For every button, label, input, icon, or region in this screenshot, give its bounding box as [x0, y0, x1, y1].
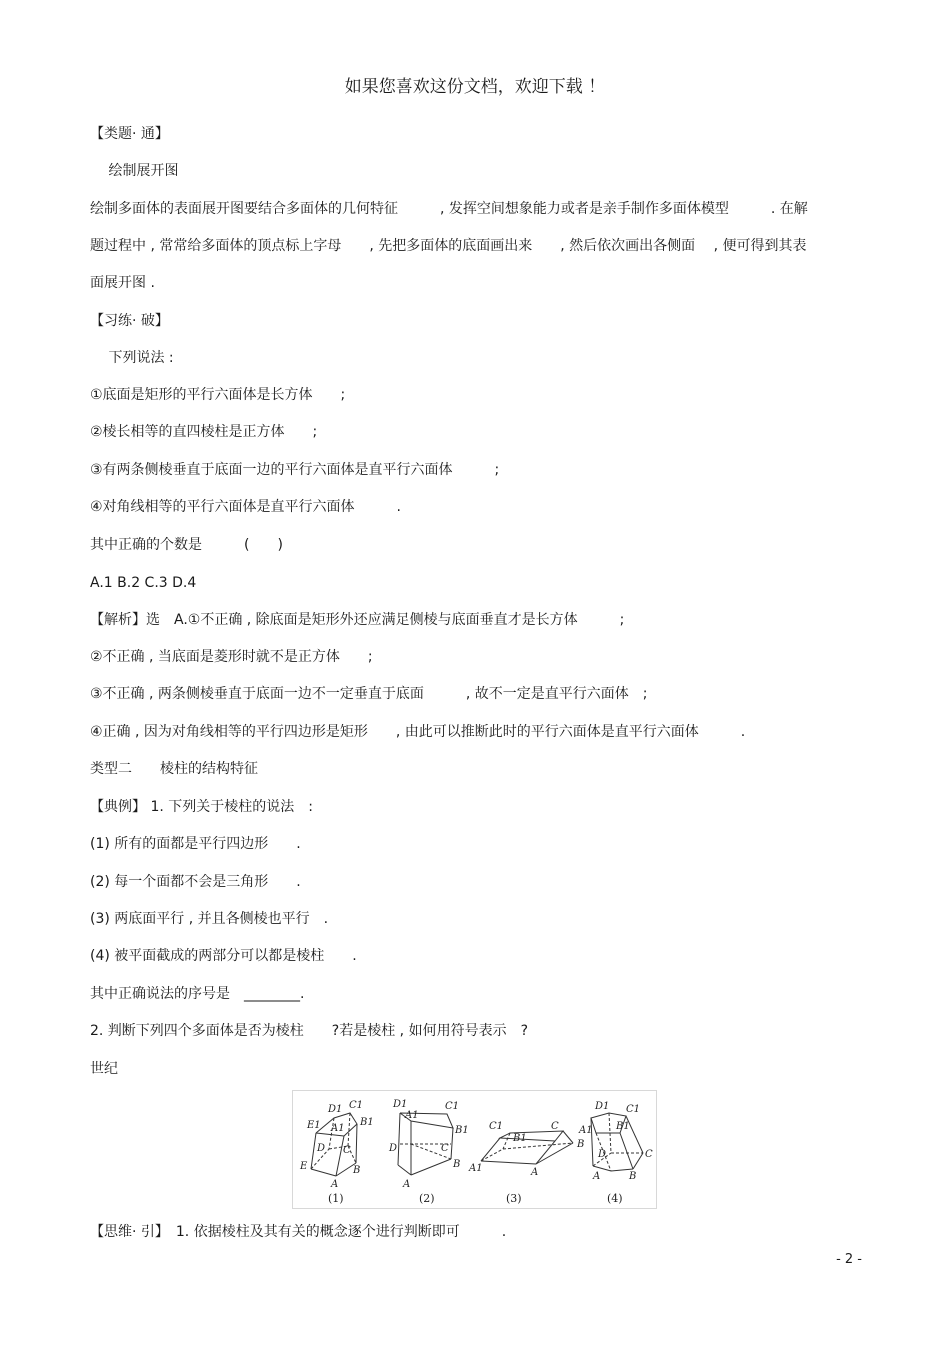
analysis-line: ④正确 , 因为对角线相等的平行四边形是矩形 , 由此可以推断此时的平行六面体是直平行六面体 . — [90, 724, 746, 740]
fig1-label: E — [300, 1161, 308, 1172]
fig4-label: B — [629, 1171, 637, 1182]
fig3-label: C1 — [489, 1121, 504, 1132]
section-heading: 类型二 棱柱的结构特征 — [90, 761, 258, 777]
fig1-label: D1 — [328, 1104, 343, 1115]
example-item: (2) 每一个面都不会是三角形 . — [90, 874, 301, 890]
section-label-practice: 【类题· 通】 — [90, 126, 169, 142]
statement-item: ③有两条侧棱垂直于底面一边的平行六面体是直平行六面体 ; — [90, 462, 500, 478]
paragraph-line: 绘制多面体的表面展开图要结合多面体的几何特征 , 发挥空间想象能力或者是亲手制作多面体模型 . 在解 — [90, 201, 808, 217]
question-prompt: 其中正确的个数是 ( ) — [90, 537, 283, 553]
analysis-line: 【解析】选 A.①不正确 , 除底面是矩形外还应满足侧棱与底面垂直才是长方体 ; — [90, 612, 625, 628]
paragraph-line: 题过程中 , 常常给多面体的顶点标上字母 , 先把多面体的底面画出来 , 然后依次画出各侧面 , 便可得到其表 — [90, 238, 807, 254]
example-stem: 【典例】 1. 下列关于棱柱的说法 : — [90, 799, 313, 815]
fig3-label: B1 — [513, 1133, 527, 1144]
fig3-label: A — [531, 1167, 539, 1178]
fig4-label: B1 — [616, 1121, 630, 1132]
fig1-label: C — [343, 1145, 351, 1156]
polyhedra-diagram — [293, 1091, 656, 1208]
answer-choices: A.1 B.2 C.3 D.4 — [90, 575, 197, 591]
fig3-caption: (3) — [506, 1192, 522, 1205]
question-2: 2. 判断下列四个多面体是否为棱柱 ?若是棱柱 , 如何用符号表示 ? — [90, 1023, 529, 1039]
fig2-label: C1 — [445, 1101, 460, 1112]
fig2-label: B — [453, 1159, 461, 1170]
example-item: (1) 所有的面都是平行四边形 . — [90, 836, 301, 852]
fig3-label: B — [577, 1139, 585, 1150]
fig1-label: B1 — [360, 1117, 374, 1128]
fig1-label: B — [353, 1165, 361, 1176]
fig3-top-face — [500, 1131, 563, 1141]
question-stem: 下列说法 : — [90, 350, 174, 366]
polyhedra-figure — [292, 1090, 657, 1209]
fig1-label: A1 — [331, 1123, 345, 1134]
example-item: (4) 被平面截成的两部分可以都是棱柱 . — [90, 948, 357, 964]
fig2-label: D1 — [393, 1099, 408, 1110]
fig4-label: A1 — [579, 1125, 593, 1136]
section-label-exercise: 【习练· 破】 — [90, 313, 169, 329]
fig1-caption: (1) — [328, 1192, 344, 1205]
fig1-label: D — [317, 1143, 326, 1154]
fig4-label: C1 — [626, 1104, 641, 1115]
fig1-label: A — [331, 1179, 339, 1190]
fig2-label: D — [389, 1143, 398, 1154]
fig2-label: C — [441, 1143, 449, 1154]
page-number: - 2 - — [836, 1252, 862, 1267]
fig1-label: E1 — [307, 1120, 321, 1131]
example-item: (3) 两底面平行 , 并且各侧棱也平行 . — [90, 911, 329, 927]
fig4-caption: (4) — [607, 1192, 623, 1205]
topic-title: 绘制展开图 — [90, 163, 179, 179]
fig4-label: A — [593, 1171, 601, 1182]
statement-item: ②棱长相等的直四棱柱是正方体 ; — [90, 424, 318, 440]
fig4-label: D1 — [595, 1101, 610, 1112]
fig4-label: C — [645, 1149, 653, 1160]
page-header: 如果您喜欢这份文档，欢迎下载 ！ — [344, 77, 606, 97]
fig2-label: A — [403, 1179, 411, 1190]
thinking-guide: 【思维· 引】 1. 依据棱柱及其有关的概念逐个进行判断即可 . — [90, 1224, 507, 1240]
statement-item: ①底面是矩形的平行六面体是长方体 ; — [90, 387, 346, 403]
fig3-label: A1 — [469, 1163, 483, 1174]
fig2-label: A1 — [405, 1110, 419, 1121]
analysis-line: ③不正确 , 两条侧棱垂直于底面一边不一定垂直于底面 , 故不一定是直平行六面体 ; — [90, 686, 648, 702]
fig3-label: C — [551, 1121, 559, 1132]
fig4-label: D — [598, 1149, 607, 1160]
paragraph-line: 面展开图 . — [90, 275, 155, 291]
statement-item: ④对角线相等的平行六面体是直平行六面体 . — [90, 499, 401, 515]
fig2-caption: (2) — [419, 1192, 435, 1205]
fig2-label: B1 — [455, 1125, 469, 1136]
fig1-label: C1 — [349, 1100, 364, 1111]
watermark-text: 世纪 — [90, 1061, 118, 1077]
fill-blank-question: 其中正确说法的序号是 ________. — [90, 986, 305, 1002]
analysis-line: ②不正确 , 当底面是菱形时就不是正方体 ; — [90, 649, 373, 665]
